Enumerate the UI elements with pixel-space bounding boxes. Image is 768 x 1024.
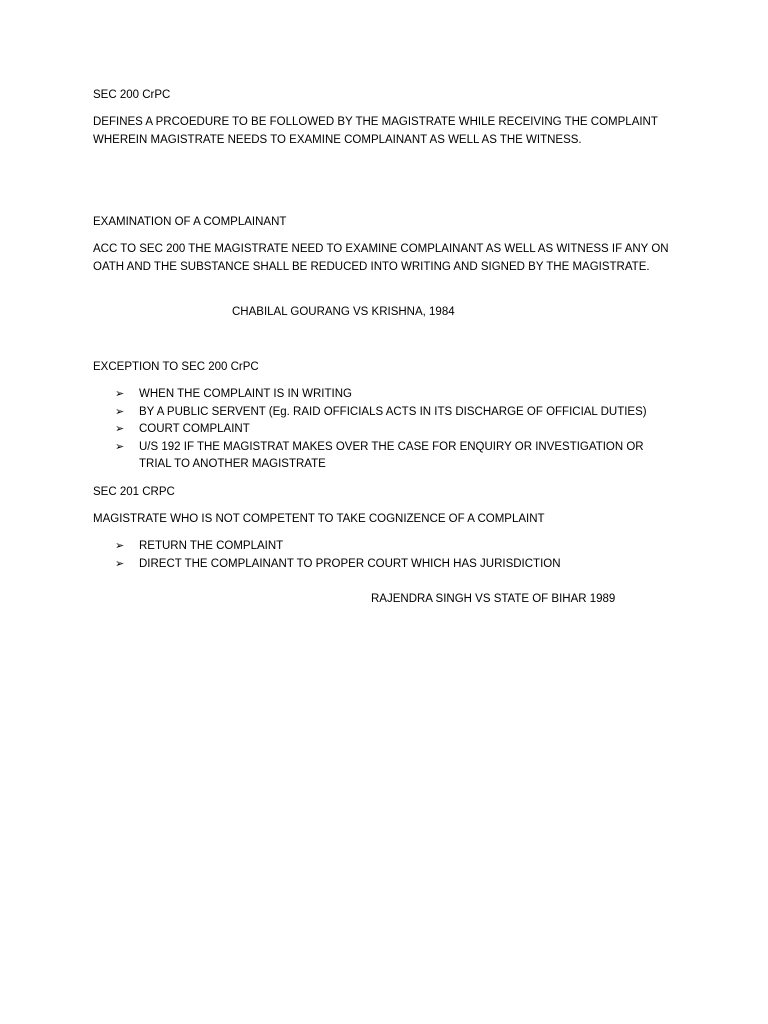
arrow-bullet-icon: ➢ [115, 440, 125, 453]
arrow-bullet-icon: ➢ [115, 423, 125, 435]
arrow-bullet-icon: ➢ [115, 405, 125, 418]
list-item [115, 404, 675, 422]
case-citation-chabilal: CHABILAL GOURANG VS KRISHNA, 1984 [232, 306, 455, 318]
arrow-bullet-icon: ➢ [115, 557, 125, 570]
examination-text: ACC TO SEC 200 THE MAGISTRATE NEED TO EXAMINE COMPLAINANT AS WELL AS WITNESS IF ANY ON OATH AND THE SUBSTANCE SHALL BE REDUCED INTO WRITING AND SIGNED BY THE MAGISTRATE. [93, 243, 669, 273]
exception-heading: EXCEPTION TO SEC 200 CrPC [93, 361, 259, 373]
arrow-bullet-icon: ➢ [115, 540, 125, 552]
sec201-actions-list [115, 538, 675, 573]
sec200-definition: DEFINES A PRCOEDURE TO BE FOLLOWED BY THE MAGISTRATE WHILE RECEIVING THE COMPLAINT WHEREIN MAGISTRATE NEEDS TO EXAMINE COMPLAINANT AS WELL AS THE WITNESS. [93, 116, 658, 146]
list-item [115, 421, 675, 439]
action-item-text: DIRECT THE COMPLAINANT TO PROPER COURT WHICH HAS JURISDICTION [139, 557, 561, 570]
exceptions-list [115, 386, 675, 474]
list-item [115, 439, 675, 474]
exception-item-text: U/S 192 IF THE MAGISTRAT MAKES OVER THE CASE FOR ENQUIRY OR INVESTIGATION OR TRIAL TO ANOTHER MAGISTRATE [139, 440, 644, 470]
action-item-text: RETURN THE COMPLAINT [139, 540, 284, 552]
exception-item-text: COURT COMPLAINT [139, 423, 250, 435]
list-item [115, 538, 675, 556]
exception-item-text: WHEN THE COMPLAINT IS IN WRITING [139, 388, 352, 400]
examination-heading: EXAMINATION OF A COMPLAINANT [93, 216, 287, 228]
sec201-text: MAGISTRATE WHO IS NOT COMPETENT TO TAKE COGNIZENCE OF A COMPLAINT [93, 513, 545, 525]
list-item [115, 386, 675, 404]
sec200-heading: SEC 200 CrPC [93, 89, 171, 101]
case-citation-rajendra: RAJENDRA SINGH VS STATE OF BIHAR 1989 [371, 593, 616, 605]
arrow-bullet-icon: ➢ [115, 388, 125, 400]
exception-item-text: BY A PUBLIC SERVENT (Eg. RAID OFFICIALS ACTS IN ITS DISCHARGE OF OFFICIAL DUTIES) [139, 405, 647, 418]
list-item [115, 556, 675, 574]
sec201-heading: SEC 201 CRPC [93, 486, 175, 498]
